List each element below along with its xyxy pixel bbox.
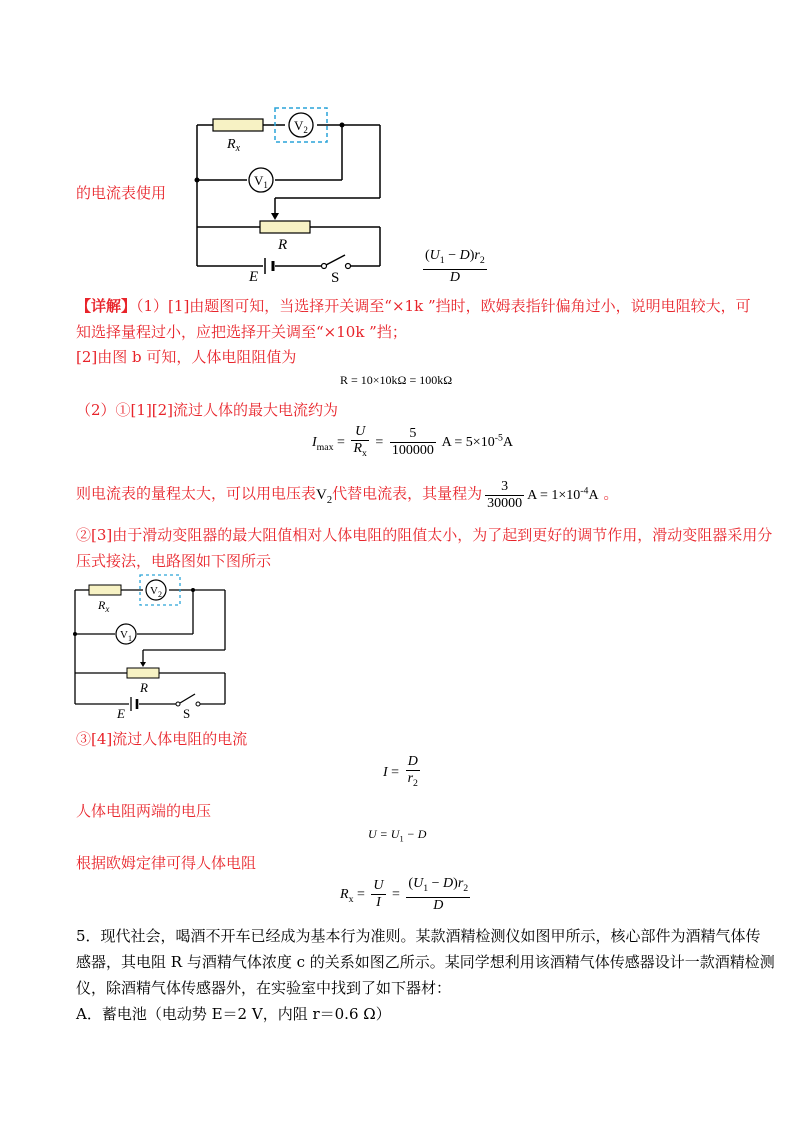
svg-text:Rx: $R_x$ <box>98 598 110 614</box>
circuit-diagram-top <box>185 100 395 285</box>
svg-text:V1: $V_1$ <box>254 173 268 190</box>
svg-text:V2: $V_2$ <box>294 118 308 135</box>
question-5-option-a: A．蓄电池（电动势 E＝2 V，内阻 r＝0.6 Ω） <box>76 1005 391 1023</box>
question-5-line-1: 5．现代社会，喝酒不开车已经成为基本行为准则。某款酒精检测仪如图甲所示，核心部件为酒精气体传 <box>76 927 761 945</box>
detail-paragraph-1b: 知选择量程过小，应把选择开关调至“×10k ”挡； <box>76 323 407 341</box>
rx-resistor <box>213 119 263 131</box>
circuit-diagram-bottom <box>65 572 240 722</box>
svg-text:Rx: $R_x$ <box>227 137 241 154</box>
slide-rheostat <box>260 221 310 233</box>
detail-paragraph-2: [2]由图 b 可知，人体电阻阻值为 <box>76 348 297 366</box>
svg-text:V2: $V_2$ <box>150 585 162 599</box>
equation-1: R = 10×10kΩ = 100kΩ <box>340 373 453 387</box>
svg-text:R: R <box>140 680 148 695</box>
detail-paragraph-4: 则电流表的量程太大，可以用电压表$V_2$代替电流表，其量程为 $\frac{3}{30000}$ $A = 1\times 10^{-4}A$ 。 <box>76 479 619 511</box>
top-formula: $\frac{(U_1 - D)r_2}{D}$ <box>425 248 485 285</box>
equation-3: I = $\frac{D}{r_2}$ <box>383 754 418 789</box>
detail-paragraph-5b: 压式接法，电路图如下图所示 <box>76 552 272 570</box>
detail-paragraph-8: 根据欧姆定律可得人体电阻 <box>76 854 257 872</box>
detail-paragraph-7: 人体电阻两端的电压 <box>76 802 212 820</box>
equation-4: $U = U_1 - D$ <box>368 827 427 844</box>
svg-text:E: E <box>249 269 259 285</box>
question-5-line-3: 仪，除酒精气体传感器外，在实验室中找到了如下器材： <box>76 979 452 997</box>
intro-text: 的电流表使用 <box>76 184 167 202</box>
detail-paragraph-3: （2）①[1][2]流过人体的最大电流约为 <box>76 401 339 419</box>
svg-text:E: E <box>117 706 125 721</box>
equation-5: $R_x$ = $\frac{U}{I}$ = $\frac{(U_1 - D)r_2}{D}$ <box>340 876 469 913</box>
detail-paragraph-5: ②[3]由于滑动变阻器的最大阻值相对人体电阻的阻值太小，为了起到更好的调节作用，滑动变阻器采用分 <box>76 526 773 544</box>
svg-text:R: R <box>278 237 288 253</box>
equation-2: $I_{max}$ = $\frac{U}{R_x}$ = $\frac{5}{100000}$ $A = 5\times 10^{-5}A$ <box>312 424 513 459</box>
detail-paragraph-1: 【详解】（1）[1]由题图可知，当选择开关调至“×1k ”挡时，欧姆表指针偏角过小，说明电阻较大，可 <box>76 297 751 315</box>
svg-text:S: S <box>183 706 191 721</box>
detail-paragraph-6: ③[4]流过人体电阻的电流 <box>76 730 248 748</box>
svg-text:V1: $V_1$ <box>120 629 132 643</box>
question-5-line-2: 感器，其电阻 R 与酒精气体浓度 c 的关系如图乙所示。某同学想利用该酒精气体传感器设计一款酒精检测 <box>76 953 775 971</box>
svg-text:S: S <box>331 270 340 285</box>
